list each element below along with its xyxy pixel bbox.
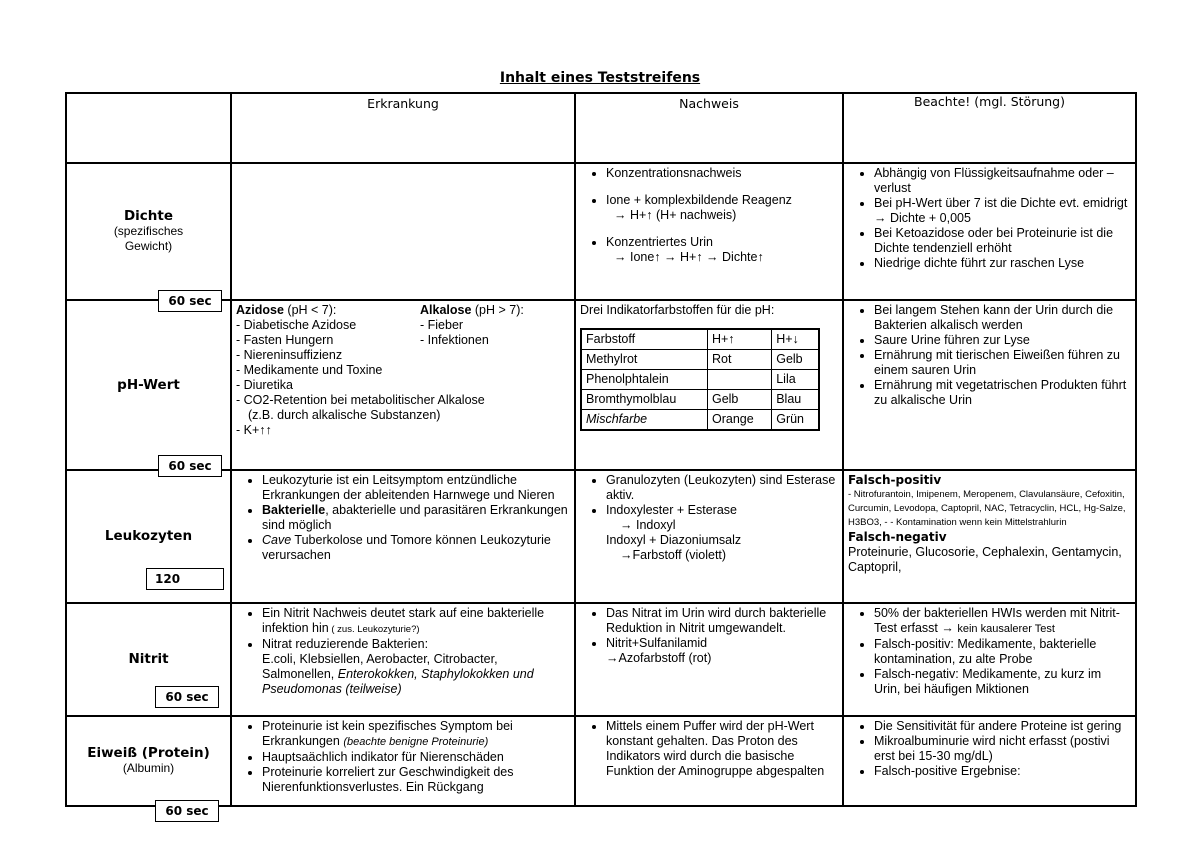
indicator-cell: Phenolphtalein: [581, 370, 707, 390]
eiweiss-erk-1-text: Proteinurie ist kein spezifisches Symptom bei Erkrankungen: [262, 719, 513, 748]
ph-beachte-3: • Ernährung mit tierischen Eiweißen führen zu einem sauren Urin: [874, 348, 1131, 378]
indicator-head-cell: H+↑: [707, 329, 771, 350]
ph-beachte: [843, 300, 1136, 470]
dichte-nachweis-2: • Ione + komplexbildende Reagenz: [606, 193, 838, 208]
eiweiss-erkrankung: [231, 716, 575, 806]
azidose-item: - Diabetische Azidose: [236, 318, 357, 332]
leuko-erk-2-rest: , abakterielle und parasitären Erkrankungen sind möglich: [262, 503, 568, 532]
nitrit-erk-2: • Nitrat reduzierende Bakterien:: [262, 637, 570, 652]
dichte-beachte-3: • Bei Ketoazidose oder bei Proteinurie ist die Dichte tendenziell erhöht: [874, 226, 1131, 256]
leuko-erk-3: [262, 533, 570, 563]
nitrit-beachte-3: • Falsch-negativ: Medikamente, zu kurz im Urin, bei häufigen Miktionen: [874, 667, 1131, 697]
ph-beachte-1: • Bei langem Stehen kann der Urin durch die Bakterien alkalisch werden: [874, 303, 1131, 333]
indicator-cell: Grün: [772, 410, 819, 431]
ph-beachte-4: • Ernährung mit vegetatrischen Produkten führt zu alkalische Urin: [874, 378, 1131, 408]
leuko-nachweis-4: Indoxyl + Diazoniumsalz: [606, 533, 742, 547]
time-box-ph: 60 sec: [158, 455, 222, 477]
leuko-nachweis: [575, 470, 843, 603]
alkalose-label: Alkalose: [420, 303, 472, 317]
nitrit-erkrankung: [231, 603, 575, 716]
leuko-fn-text: Proteinurie, Glucosorie, Cephalexin, Gentamycin, Captopril,: [848, 545, 1122, 574]
eiweiss-nachweis: [575, 716, 843, 806]
indicator-cell: Bromthymolblau: [581, 390, 707, 410]
dichte-nachweis-5: → Ione↑ → H+↑ → Dichte↑: [614, 250, 764, 264]
nitrit-erk-2b: E.coli, Klebsiellen, Aerobacter, Citrobacter, Salmonellen,: [262, 652, 498, 681]
nitrit-nachweis-2: • Nitrit+Sulfanilamid: [606, 636, 838, 651]
header-empty: [66, 93, 231, 163]
alkalose-item: - Fieber: [420, 318, 464, 332]
time-box-eiweiss: 60 sec: [155, 800, 219, 822]
test-strip-table: [65, 92, 1137, 807]
indicator-head-cell: H+↓: [772, 329, 819, 350]
azidose-col: [236, 303, 420, 318]
eiweiss-sub: (Albumin): [122, 761, 175, 775]
alkalose-item: - Infektionen: [420, 333, 489, 347]
indicator-cell: Gelb: [707, 390, 771, 410]
eiweiss-erk-3: • Proteinurie korreliert zur Geschwindigkeit des Nierenfunktionsverlustes. Ein Rückgang: [262, 765, 570, 795]
indicator-table: [580, 328, 820, 431]
dichte-erkrankung: [231, 163, 575, 300]
indicator-head-cell: Farbstoff: [581, 329, 707, 350]
leuko-erk-2: [262, 503, 570, 533]
azidose-item: - K+↑↑: [236, 423, 272, 437]
ph-erkrankung: [231, 300, 575, 470]
indicator-cell: Lila: [772, 370, 819, 390]
eiweiss-beachte: [843, 716, 1136, 806]
row-label-eiweiss: [66, 716, 231, 806]
leuko-erk-3-rest: Tuberkolose und Tomore können Leukozyturie verursachen: [262, 533, 551, 562]
leuko-nachweis-2: • Indoxylester + Esterase: [606, 503, 838, 518]
alkalose-col: [420, 303, 570, 318]
azidose-item: - Fasten Hungern: [236, 333, 334, 347]
dichte-beachte: [843, 163, 1136, 300]
nitrit-erk-2b-wrap: [236, 652, 570, 697]
azidose-item: - Diuretika: [236, 378, 293, 392]
dichte-nachweis: [575, 163, 843, 300]
indicator-cell: Gelb: [772, 350, 819, 370]
leuko-fp-title: Falsch-positiv: [848, 473, 942, 487]
dichte-name: Dichte: [123, 208, 174, 224]
dichte-beachte-4: • Niedrige dichte führt zur raschen Lyse: [874, 256, 1131, 271]
header-erkrankung: Erkrankung: [231, 93, 575, 163]
nitrit-erk-1: [262, 606, 570, 637]
leuko-name: Leukozyten: [104, 528, 193, 544]
indicator-cell: Rot: [707, 350, 771, 370]
nitrit-name: Nitrit: [128, 651, 169, 667]
row-leukozyten: [66, 470, 1136, 603]
dichte-beachte-1: • Abhängig von Flüssigkeitsaufnahme oder –verlust: [874, 166, 1131, 196]
eiweiss-erk-1: [262, 719, 570, 750]
azidose-cond: (pH < 7):: [283, 303, 337, 317]
nitrit-nachweis-1: • Das Nitrat im Urin wird durch bakterielle Reduktion in Nitrit umgewandelt.: [606, 606, 838, 636]
document-title: Inhalt eines Teststreifens: [499, 70, 701, 86]
dichte-nachweis-4: • Konzentriertes Urin: [606, 235, 838, 250]
eiweiss-erk-2: • Hauptsaächlich indikator für Nierenschäden: [262, 750, 570, 765]
dichte-nachweis-3: → H+↑ (H+ nachweis): [614, 208, 737, 222]
leuko-fp-text: - Nitrofurantoin, Imipenem, Meropenem, Clavulansäure, Cefoxitin, Curcumin, Levodopa, Captopril, NAC, Tetracyclin, HCL, Hg-Salze, H3BO3, - - Kontamination wenn kein Mittelstrahlurin: [848, 489, 1126, 528]
row-label-ph: [66, 300, 231, 470]
row-eiweiss: [66, 716, 1136, 806]
nitrit-nachweis-3: →Azofarbstoff (rot): [606, 651, 712, 665]
nitrit-erk-1-text: Ein Nitrit Nachweis deutet stark auf eine bakterielle infektion hin: [262, 606, 545, 635]
eiweiss-erk-1-ital: (beachte benigne Proteinurie): [343, 736, 489, 748]
eiweiss-beachte-2: • Mikroalbuminurie wird nicht erfasst (postivi erst bei 15-30 mg/dL): [874, 734, 1131, 764]
leuko-nachweis-1: • Granulozyten (Leukozyten) sind Esterase aktiv.: [606, 473, 838, 503]
nitrit-beachte-1: [874, 606, 1131, 637]
indicator-cell: Mischfarbe: [581, 410, 707, 431]
time-box-dichte: 60 sec: [158, 290, 222, 312]
row-nitrit: [66, 603, 1136, 716]
indicator-cell: [707, 370, 771, 390]
ph-nachweis: [575, 300, 843, 470]
dichte-beachte-2: • Bei pH-Wert über 7 ist die Dichte evt. emidrigt → Dichte + 0,005: [874, 196, 1131, 226]
ph-beachte-2: • Saure Urine führen zur Lyse: [874, 333, 1131, 348]
eiweiss-beachte-1: • Die Sensitivität für andere Proteine ist gering: [874, 719, 1131, 734]
nitrit-beachte-2: • Falsch-positiv: Medikamente, bakterielle kontamination, zu alte Probe: [874, 637, 1131, 667]
eiweiss-beachte-3: • Falsch-positive Ergebnise:: [874, 764, 1131, 779]
row-label-dichte: [66, 163, 231, 300]
dichte-nachweis-1: • Konzentrationsnachweis: [606, 166, 838, 181]
time-box-nitrit: 60 sec: [155, 686, 219, 708]
nitrit-nachweis: [575, 603, 843, 716]
leuko-erk-3-ital: Cave: [262, 533, 292, 547]
eiweiss-nachweis-1: • Mittels einem Puffer wird der pH-Wert konstant gehalten. Das Proton des Indikators wird durch die basische Funktion der Aminogruppe abgespalten: [606, 719, 838, 779]
leuko-nachweis-3: → Indoxyl: [620, 518, 676, 532]
header-beachte: Beachte! (mgl. Störung): [843, 93, 1136, 163]
leuko-nachweis-5: →Farbstoff (violett): [620, 548, 727, 562]
row-dichte: [66, 163, 1136, 300]
header-nachweis: Nachweis: [575, 93, 843, 163]
nitrit-erk-2c: Enterokokken, Staphylokokken und Pseudomonas (teilweise): [262, 667, 534, 696]
azidose-item: - CO2-Retention bei metabolitischer Alkalose: [236, 393, 485, 407]
leuko-beachte: [843, 470, 1136, 603]
dichte-sub: (spezifisches Gewicht): [113, 224, 184, 253]
time-box-leukozyten: 120: [146, 568, 224, 590]
ph-name: pH-Wert: [117, 376, 180, 393]
azidose-item: - Niereninsuffizienz: [236, 348, 343, 362]
eiweiss-name: Eiweiß (Protein): [87, 745, 210, 761]
row-ph: [66, 300, 1136, 470]
leuko-erk-1: • Leukozyturie ist ein Leitsymptom entzündliche Erkrankungen der ableitenden Harnwege und Nieren: [262, 473, 570, 503]
alkalose-cond: (pH > 7):: [471, 303, 524, 317]
nitrit-beachte-1-small: kein kausalerer Test: [957, 623, 1055, 635]
nitrit-beachte: [843, 603, 1136, 716]
indicator-cell: Blau: [772, 390, 819, 410]
azidose-label: Azidose: [236, 303, 284, 317]
nitrit-beachte-1-text: 50% der bakteriellen HWIs werden mit Nitrit-Test erfasst →: [874, 606, 1120, 635]
indicator-cell: Orange: [707, 410, 771, 431]
leuko-erkrankung: [231, 470, 575, 603]
nitrit-erk-1-small: ( zus. Leukozyturie?): [328, 624, 420, 635]
ph-nachweis-intro: Drei Indikatorfarbstoffen für die pH:: [580, 303, 775, 317]
leuko-fn-title: Falsch-negativ: [848, 530, 947, 544]
header-row: [66, 93, 1136, 163]
azidose-item: (z.B. durch alkalische Substanzen): [248, 408, 441, 422]
indicator-cell: Methylrot: [581, 350, 707, 370]
azidose-item: - Medikamente und Toxine: [236, 363, 383, 377]
leuko-erk-2-bold: Bakterielle: [262, 503, 326, 517]
